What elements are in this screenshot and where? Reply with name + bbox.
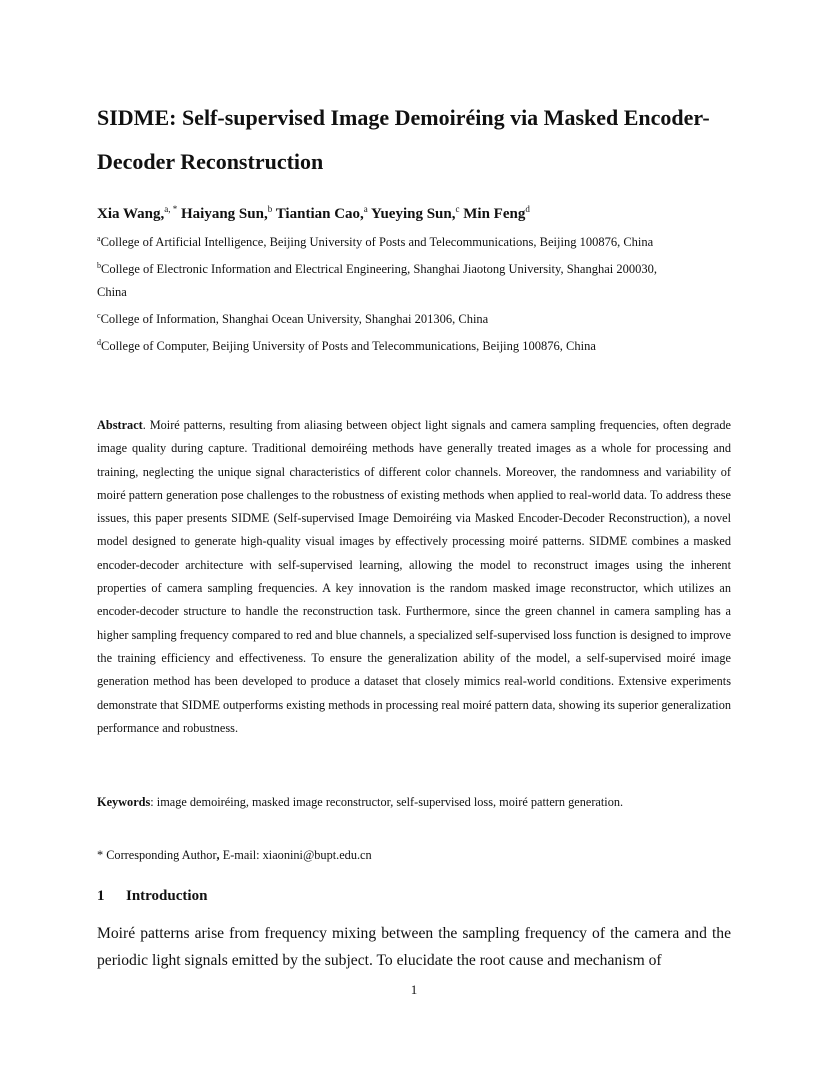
corresponding-author: [97, 845, 731, 865]
intro-paragraph: Moiré patterns arise from frequency mixing between the sampling frequency of the camera and the periodic light signals emitted by the subject. To elucidate the root cause and mechanism of: [97, 925, 731, 969]
title-line-2: Decoder Reconstruction: [97, 149, 324, 174]
affiliation-text: College of Information, Shanghai Ocean University, Shanghai 201306, China: [100, 312, 489, 326]
section-title: Introduction: [126, 888, 208, 904]
affiliation-mark: d: [97, 338, 101, 347]
author-name: Xia Wang,: [97, 206, 165, 222]
author-affiliation-mark: a: [363, 204, 368, 214]
section-heading: [97, 885, 207, 907]
abstract-text: . Moiré patterns, resulting from aliasing between object light signals and camera sampling frequencies, often degrade image quality during capture. Traditional demoiréing methods have generally treated images as a whole for processing and training, neglecting the unique signal characteristics of different color channels. Moreover, the randomness and variability of moiré pattern generation pose challenges to the robustness of existing methods when applied to real-world data. To address these issues, this paper presents SIDME (Self-supervised Image Demoiréing via Masked Encoder-Decoder Reconstruction), a novel model designed to generate high-quality visual images by effectively processing moiré patterns. SIDME combines a masked encoder-decoder architecture with self-supervised learning, allowing the model to reconstruct images using the inherent properties of camera sampling frequencies. A key innovation is the random masked image reconstructor, which utilizes an encoder-decoder structure to handle the reconstruction task. Furthermore, since the green channel in camera sampling has a higher sampling frequency compared to red and blue channels, a specialized self-supervised loss function is designed to improve the training efficiency and effectiveness. To ensure the generalization ability of the model, a self-supervised moiré image generation method has been developed to produce a dataset that closely mimics real-world conditions. Extensive experiments demonstrate that SIDME outperforms existing methods in processing real moiré pattern data, showing its superior generalization performance and robustness.: [97, 418, 731, 735]
affiliation-text: College of Artificial Intelligence, Beijing University of Posts and Telecommunications, Beijing 100876, China: [100, 235, 654, 249]
affiliation-b-continued: China: [97, 285, 127, 299]
affiliation-mark: c: [97, 311, 101, 320]
affiliation-d: [97, 331, 737, 358]
page-number: 1: [410, 982, 418, 997]
author-affiliation-mark: c: [455, 204, 460, 214]
author-affiliation-mark: b: [267, 204, 273, 214]
affiliations: [97, 227, 737, 358]
keywords: [97, 792, 731, 812]
keywords-text: : image demoiréing, masked image reconstructor, self-supervised loss, moiré pattern generation.: [150, 795, 624, 809]
author-name: Yueying Sun,: [371, 206, 456, 222]
author-affiliation-mark: a, *: [164, 204, 178, 214]
author-name: Haiyang Sun,: [181, 206, 268, 222]
corresponding-prefix: * Corresponding Author: [97, 848, 217, 862]
affiliation-mark: a: [97, 234, 101, 243]
keywords-label: Keywords: [97, 795, 151, 809]
affiliation-b: [97, 254, 737, 281]
title-line-1: SIDME: Self-supervised Image Demoiréing via Masked Encoder-: [97, 105, 710, 130]
corresponding-email: E-mail: xiaonini@bupt.edu.cn: [219, 848, 372, 862]
author-name: Tiantian Cao,: [275, 206, 364, 222]
paper-title: [97, 96, 737, 184]
corresponding-comma: ,: [216, 848, 220, 862]
affiliation-text: College of Computer, Beijing University of Posts and Telecommunications, Beijing 100876, China: [101, 339, 596, 353]
affiliation-a: [97, 227, 737, 254]
affiliation-mark: b: [97, 261, 101, 270]
author-name: Min Feng: [463, 206, 526, 222]
affiliation-c: [97, 304, 737, 331]
abstract-label: Abstract: [97, 418, 143, 432]
affiliation-text: College of Electronic Information and Electrical Engineering, Shanghai Jiaotong University, Shanghai 200030,: [101, 262, 657, 276]
author-affiliation-mark: d: [525, 204, 530, 214]
author-list: [97, 199, 737, 224]
abstract: [97, 414, 731, 740]
section-number: 1: [97, 888, 105, 904]
